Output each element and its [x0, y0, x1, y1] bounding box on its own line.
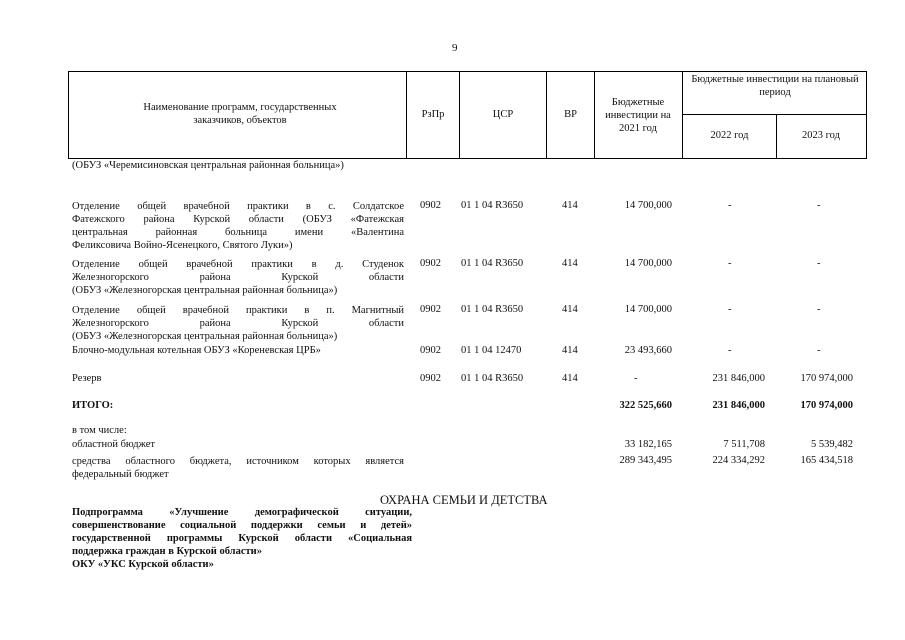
row-2023: 170 974,000	[800, 373, 853, 384]
row-vr: 414	[562, 200, 578, 211]
subprogram-line: государственной программы Курской области «Социальная	[72, 533, 412, 544]
total-2021: 322 525,660	[619, 400, 672, 411]
row-vr: 414	[562, 304, 578, 315]
row-2023: -	[817, 200, 821, 211]
page-number: 9	[452, 42, 458, 54]
federal-2022: 224 334,292	[712, 455, 765, 466]
row-vr: 414	[562, 345, 578, 356]
breakdown-label: в том числе:	[72, 425, 127, 436]
row-csr: 01 1 04 R3650	[461, 200, 524, 211]
federal-label-line: федеральный бюджет	[72, 469, 169, 480]
row-name-line: Фатежского района Курской области (ОБУЗ «Фатежская	[72, 214, 404, 225]
federal-label	[72, 455, 404, 481]
row-name: Блочно-модульная котельная ОБУЗ «Кореневская ЦРБ»	[72, 345, 321, 356]
row-name	[72, 258, 404, 297]
row-name-line: Железногорского района Курской области	[72, 272, 404, 283]
header-2022: 2022 год	[710, 130, 749, 141]
header-inv2021: Бюджетные инвестиции на 2021 год	[605, 97, 671, 134]
row-name-line: Отделение общей врачебной практики в д. Студенок	[72, 259, 404, 270]
row-name-line: Отделение общей врачебной практики в с. Солдатское	[72, 201, 404, 212]
row-name-line: Феликсовича Войно-Ясенецкого, Святого Луки»)	[72, 240, 293, 251]
header-name: Наименование программ, государственных заказчиков, объектов	[143, 102, 337, 126]
total-label: ИТОГО:	[72, 400, 114, 411]
subprogram-line: поддержка граждан в Курской области»	[72, 546, 262, 557]
federal-label-line: средства областного бюджета, источником которых является	[72, 456, 404, 467]
federal-2021: 289 343,495	[619, 455, 672, 466]
header-divider	[682, 114, 866, 115]
row-2022: -	[728, 345, 732, 356]
row-rzpr: 0902	[420, 373, 441, 384]
row-name-line: Отделение общей врачебной практики в п. Магнитный	[72, 305, 404, 316]
subprogram-customer: ОКУ «УКС Курской области»	[72, 559, 214, 570]
section-title: ОХРАНА СЕМЬИ И ДЕТСТВА	[380, 493, 548, 507]
subprogram	[72, 506, 412, 571]
row-2023: -	[817, 304, 821, 315]
row-name	[72, 304, 404, 343]
row-rzpr: 0902	[420, 345, 441, 356]
row-name-line: центральная районная больница имени «Валентина	[72, 227, 404, 238]
row-rzpr: 0902	[420, 200, 441, 211]
regional-2022: 7 511,708	[723, 439, 765, 450]
row-name	[72, 200, 404, 252]
row-fragment: (ОБУЗ «Черемисиновская центральная районная больница»)	[72, 160, 344, 171]
row-csr: 01 1 04 R3650	[461, 258, 524, 269]
row-vr: 414	[562, 258, 578, 269]
row-name-line: (ОБУЗ «Железногорская центральная районная больница»)	[72, 331, 338, 342]
row-2023: -	[817, 258, 821, 269]
row-2022: 231 846,000	[712, 373, 765, 384]
header-vr: ВР	[564, 109, 577, 120]
header-divider	[594, 71, 595, 158]
row-csr: 01 1 04 12470	[461, 345, 522, 356]
subprogram-line: совершенствование социальной поддержки семьи и детей»	[72, 520, 412, 531]
row-2022: -	[728, 200, 732, 211]
header-csr: ЦСР	[492, 109, 514, 120]
federal-2023: 165 434,518	[800, 455, 853, 466]
row-2021: 23 493,660	[624, 345, 672, 356]
row-2021: 14 700,000	[624, 200, 672, 211]
row-2021: 14 700,000	[624, 258, 672, 269]
total-2022: 231 846,000	[712, 400, 765, 411]
row-2022: -	[728, 258, 732, 269]
row-rzpr: 0902	[420, 258, 441, 269]
row-name-line: (ОБУЗ «Железногорская центральная районная больница»)	[72, 285, 338, 296]
row-csr: 01 1 04 R3650	[461, 304, 524, 315]
row-rzpr: 0902	[420, 304, 441, 315]
regional-label: областной бюджет	[72, 439, 155, 450]
row-2021: -	[634, 373, 638, 384]
header-planned: Бюджетные инвестиции на плановый период	[691, 74, 859, 98]
row-2021: 14 700,000	[624, 304, 672, 315]
regional-2021: 33 182,165	[624, 439, 672, 450]
row-name: Резерв	[72, 373, 102, 384]
row-2023: -	[817, 345, 821, 356]
header-2023: 2023 год	[802, 130, 840, 141]
subprogram-line: Подпрограмма «Улучшение демографической ситуации,	[72, 507, 412, 518]
row-2022: -	[728, 304, 732, 315]
total-2023: 170 974,000	[800, 400, 853, 411]
header-rzpr: РзПр	[421, 109, 445, 120]
row-name-line: Железногорского района Курской области	[72, 318, 404, 329]
row-vr: 414	[562, 373, 578, 384]
regional-2023: 5 539,482	[811, 439, 853, 450]
row-csr: 01 1 04 R3650	[461, 373, 524, 384]
